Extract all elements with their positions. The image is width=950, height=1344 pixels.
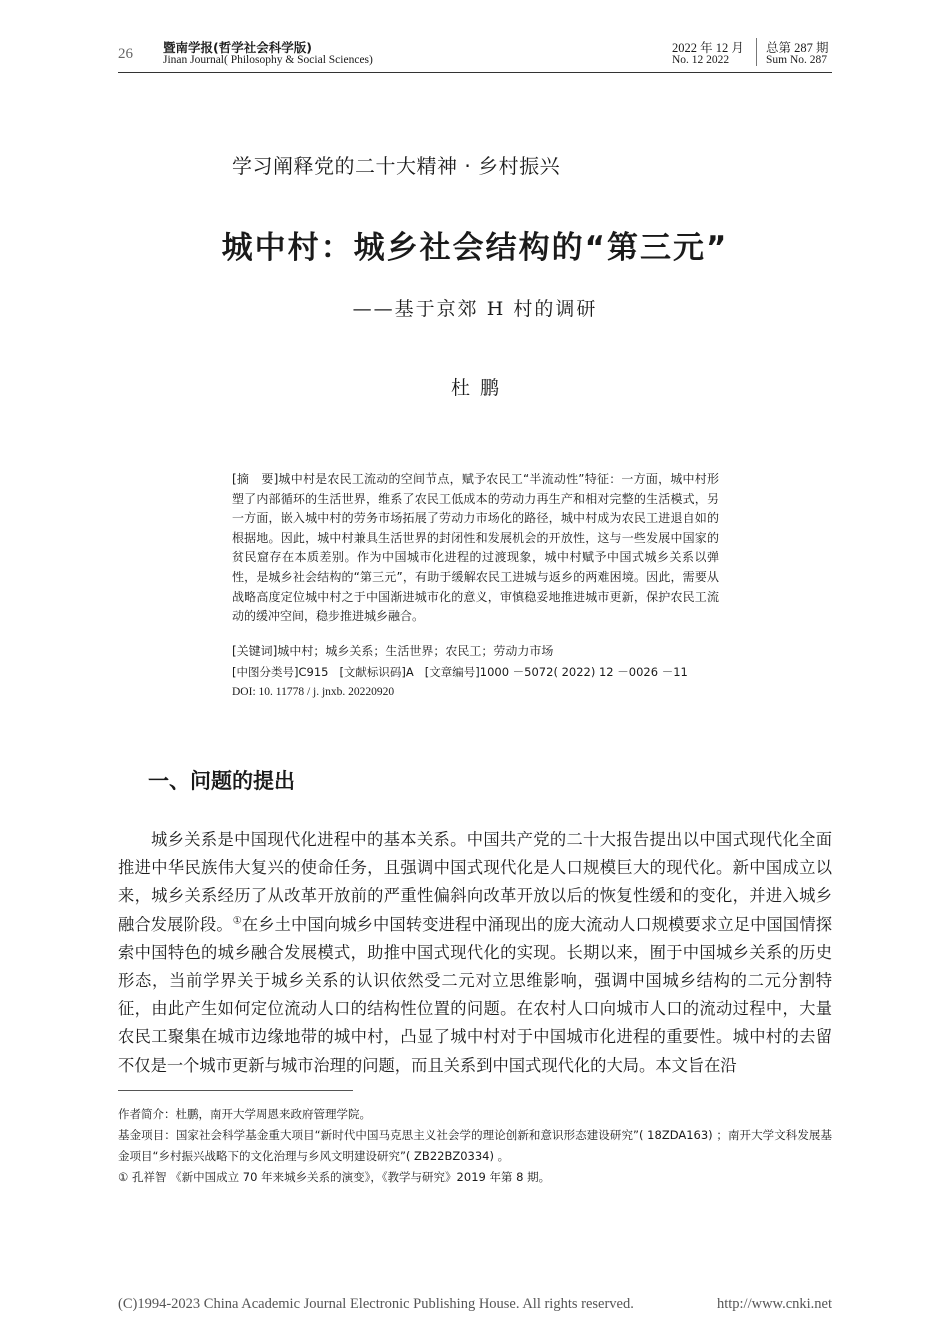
footnote-rule [118, 1090, 353, 1091]
clc-label: [中图分类号] [232, 665, 299, 679]
abstract-label: [摘 要] [232, 472, 279, 486]
body-text-part2: 在乡土中国向城乡中国转变进程中涌现出的庞大流动人口规模要求立足中国国情探索中国特色的城乡融合发展模式，助推中国式现代化的实现。长期以来，囿于中国城乡关系的历史形态，当前学界关于城乡关系的认识依然受二元对立思维影响，强调中国城乡结构的二元分割特征，由此产生如何定位流动人口的结构性位置的问题。在农村人口向城市人口的流动过程中，大量农民工聚集在城市边缘地带的城中村，凸显了城中村对于中国城市化进程的重要性。城中村的去留不仅是一个城市更新与城市治理的问题，而且关系到中国式现代化的大局。本文旨在沿 [118, 914, 832, 1075]
header-rule [118, 72, 832, 73]
author-name: 杜鹏 [450, 377, 509, 399]
issue-date-cn: 2022 年 12 月 [672, 41, 744, 55]
keywords-label: [关键词] [232, 644, 278, 658]
footnotes [118, 1104, 832, 1188]
total-issue-cn: 总第 287 期 [766, 41, 829, 55]
clc-value: C915 [298, 665, 329, 679]
doc-code-label: [文献标识码] [339, 665, 406, 679]
body-paragraph [118, 826, 832, 1080]
body-text-part1: 城乡关系是中国现代化进程中的基本关系。中国共产党的二十大报告提出以中国式现代化全面推进中华民族伟大复兴的使命任务，且强调中国式现代化是人口规模巨大的现代化。新中国成立以来，城乡关系经历了从改革开放前的严重性偏斜向改革开放以后的恢复性缓和的变化，并进入城乡融合发展阶段。 [118, 830, 832, 934]
journal-name-cn: 暨南学报(哲学社会科学版) [163, 40, 312, 55]
copyright-text: (C)1994-2023 China Academic Journal Electronic Publishing House. All rights reserved. [118, 1296, 634, 1312]
copyright-line [118, 1296, 832, 1313]
abstract-text: 城中村是农民工流动的空间节点，赋予农民工“半流动性”特征：一方面，城中村形塑了内部循环的生活世界，维系了农民工低成本的劳动力再生产和相对完整的生活模式，另一方面，嵌入城中村的劳务市场拓展了劳动力市场化的路径，城中村成为农民工进退自如的根据地。因此，城中村兼具生活世界的封闭性和发展机会的开放性，这与一些发展中国家的贫民窟存在本质差别。作为中国城市化进程的过渡现象，城中村赋予中国式城乡关系以弹性，是城乡社会结构的“第三元”，有助于缓解农民工进城与返乡的两难困境。因此，需要从战略高度定位城中村之于中国渐进城市化的意义，审慎稳妥地推进城市更新，保护农民工流动的缓冲空间，稳步推进城乡融合。 [232, 472, 719, 624]
article-subtitle: ——基于京郊 H 村的调研 [352, 298, 598, 320]
author-intro-note: 作者简介：杜鹏，南开大学周恩来政府管理学院。 [118, 1107, 371, 1121]
keywords-text: 城中村；城乡关系；生活世界；农民工；劳动力市场 [277, 644, 554, 658]
reference-note-1: ① 孔祥智 《新中国成立 70 年来城乡关系的演变》，《教学与研究》2019 年第 8 期。 [118, 1170, 551, 1184]
article-number-label: [文章编号] [424, 665, 480, 679]
column-heading: 学习阐释党的二十大精神 · 乡村振兴 [232, 154, 561, 178]
keywords [232, 642, 732, 659]
funding-note: 基金项目：国家社会科学基金重大项目“新时代中国马克思主义社会学的理论创新和意识形态建设研究”( 18ZDA163) ；南开大学文科发展基金项目“乡村振兴战略下的文化治理与乡风文明建设研究”( ZB22BZ0334) 。 [118, 1128, 832, 1163]
journal-name-en: Jinan Journal( Philosophy & Social Sciences) [163, 54, 373, 66]
classification-line [232, 664, 752, 680]
footnote-marker[interactable]: ① [232, 915, 242, 927]
header-divider [756, 38, 757, 66]
page-number: 26 [118, 46, 133, 62]
abstract [232, 470, 719, 627]
section-heading: 一、问题的提出 [148, 769, 295, 793]
cnki-link[interactable]: http://www.cnki.net [716, 1296, 832, 1312]
doi: DOI: 10. 11778 / j. jnxb. 20220920 [232, 686, 395, 698]
total-issue-en: Sum No. 287 [766, 54, 828, 66]
issue-date-en: No. 12 2022 [672, 54, 730, 66]
article-title: 城中村：城乡社会结构的“第三元” [221, 230, 729, 266]
doc-code-value: A [405, 665, 414, 679]
article-number-value: 1000 －5072( 2022) 12 －0026 －11 [479, 665, 688, 679]
